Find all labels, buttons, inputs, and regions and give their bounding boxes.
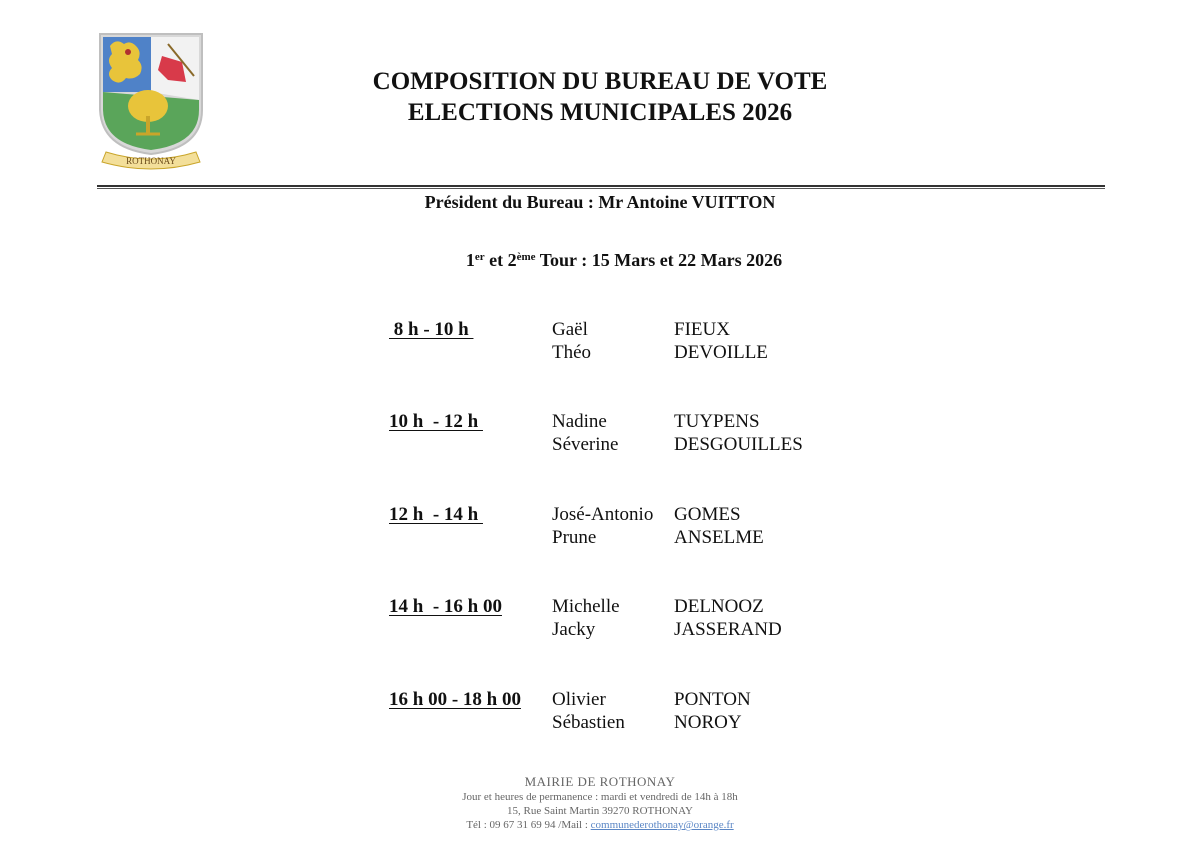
tour-dates bbox=[0, 248, 1200, 272]
crest-banner-text: ROTHONAY bbox=[126, 156, 176, 166]
member-first-name: Séverine bbox=[552, 434, 619, 455]
member-first-name: Prune bbox=[552, 527, 597, 548]
member-first-name: José-Antonio bbox=[552, 504, 654, 525]
time-slot bbox=[389, 410, 849, 460]
footer-organization: MAIRIE DE ROTHONAY bbox=[524, 774, 676, 789]
slot-time: 10 h - 12 h bbox=[389, 411, 483, 432]
member-first-name: Olivier bbox=[552, 689, 606, 710]
time-slot bbox=[389, 503, 849, 553]
tour-sup-first: er bbox=[474, 251, 485, 263]
president-line: Président du Bureau : Mr Antoine VUITTON bbox=[424, 192, 776, 212]
header-divider bbox=[97, 185, 1105, 189]
member-first-name: Gaël bbox=[552, 319, 588, 340]
member-last-name: DELNOOZ bbox=[674, 596, 764, 617]
member-last-name: ANSELME bbox=[674, 527, 764, 548]
member-last-name: NOROY bbox=[674, 712, 742, 733]
member-first-name: Jacky bbox=[552, 619, 596, 640]
member-last-name: DESGOUILLES bbox=[674, 434, 803, 455]
tour-second-number: et 2 bbox=[484, 250, 517, 270]
footer-contact bbox=[0, 818, 1200, 832]
footer-email-link[interactable]: communederothonay@orange.fr bbox=[590, 819, 734, 831]
member-first-name: Michelle bbox=[552, 596, 620, 617]
tour-first-number: 1 bbox=[465, 250, 475, 270]
time-slot bbox=[389, 688, 849, 738]
time-slot bbox=[389, 318, 849, 368]
page-title-line2: ELECTIONS MUNICIPALES 2026 bbox=[407, 99, 793, 126]
tour-dates-text: Tour : 15 Mars et 22 Mars 2026 bbox=[535, 250, 783, 270]
page-title-line1: COMPOSITION DU BUREAU DE VOTE bbox=[372, 68, 828, 95]
slot-time: 12 h - 14 h bbox=[389, 504, 483, 525]
member-first-name: Théo bbox=[552, 342, 592, 363]
slot-time: 8 h - 10 h bbox=[389, 319, 474, 340]
slot-time: 16 h 00 - 18 h 00 bbox=[389, 689, 521, 710]
member-last-name: DEVOILLE bbox=[674, 342, 768, 363]
footer-hours: Jour et heures de permanence : mardi et vendredi de 14h à 18h bbox=[462, 791, 738, 803]
tour-sup-second: ème bbox=[516, 251, 536, 263]
member-last-name: TUYPENS bbox=[674, 411, 760, 432]
slot-time: 14 h - 16 h 00 bbox=[389, 596, 502, 617]
member-first-name: Sébastien bbox=[552, 712, 625, 733]
time-slot bbox=[389, 595, 849, 645]
member-last-name: FIEUX bbox=[674, 319, 730, 340]
member-last-name: GOMES bbox=[674, 504, 741, 525]
member-last-name: JASSERAND bbox=[674, 619, 782, 640]
footer-phone: Tél : 09 67 31 69 94 /Mail : bbox=[466, 819, 591, 831]
footer-address: 15, Rue Saint Martin 39270 ROTHONAY bbox=[507, 805, 693, 817]
member-last-name: PONTON bbox=[674, 689, 751, 710]
page-footer bbox=[0, 773, 1200, 832]
member-first-name: Nadine bbox=[552, 411, 607, 432]
